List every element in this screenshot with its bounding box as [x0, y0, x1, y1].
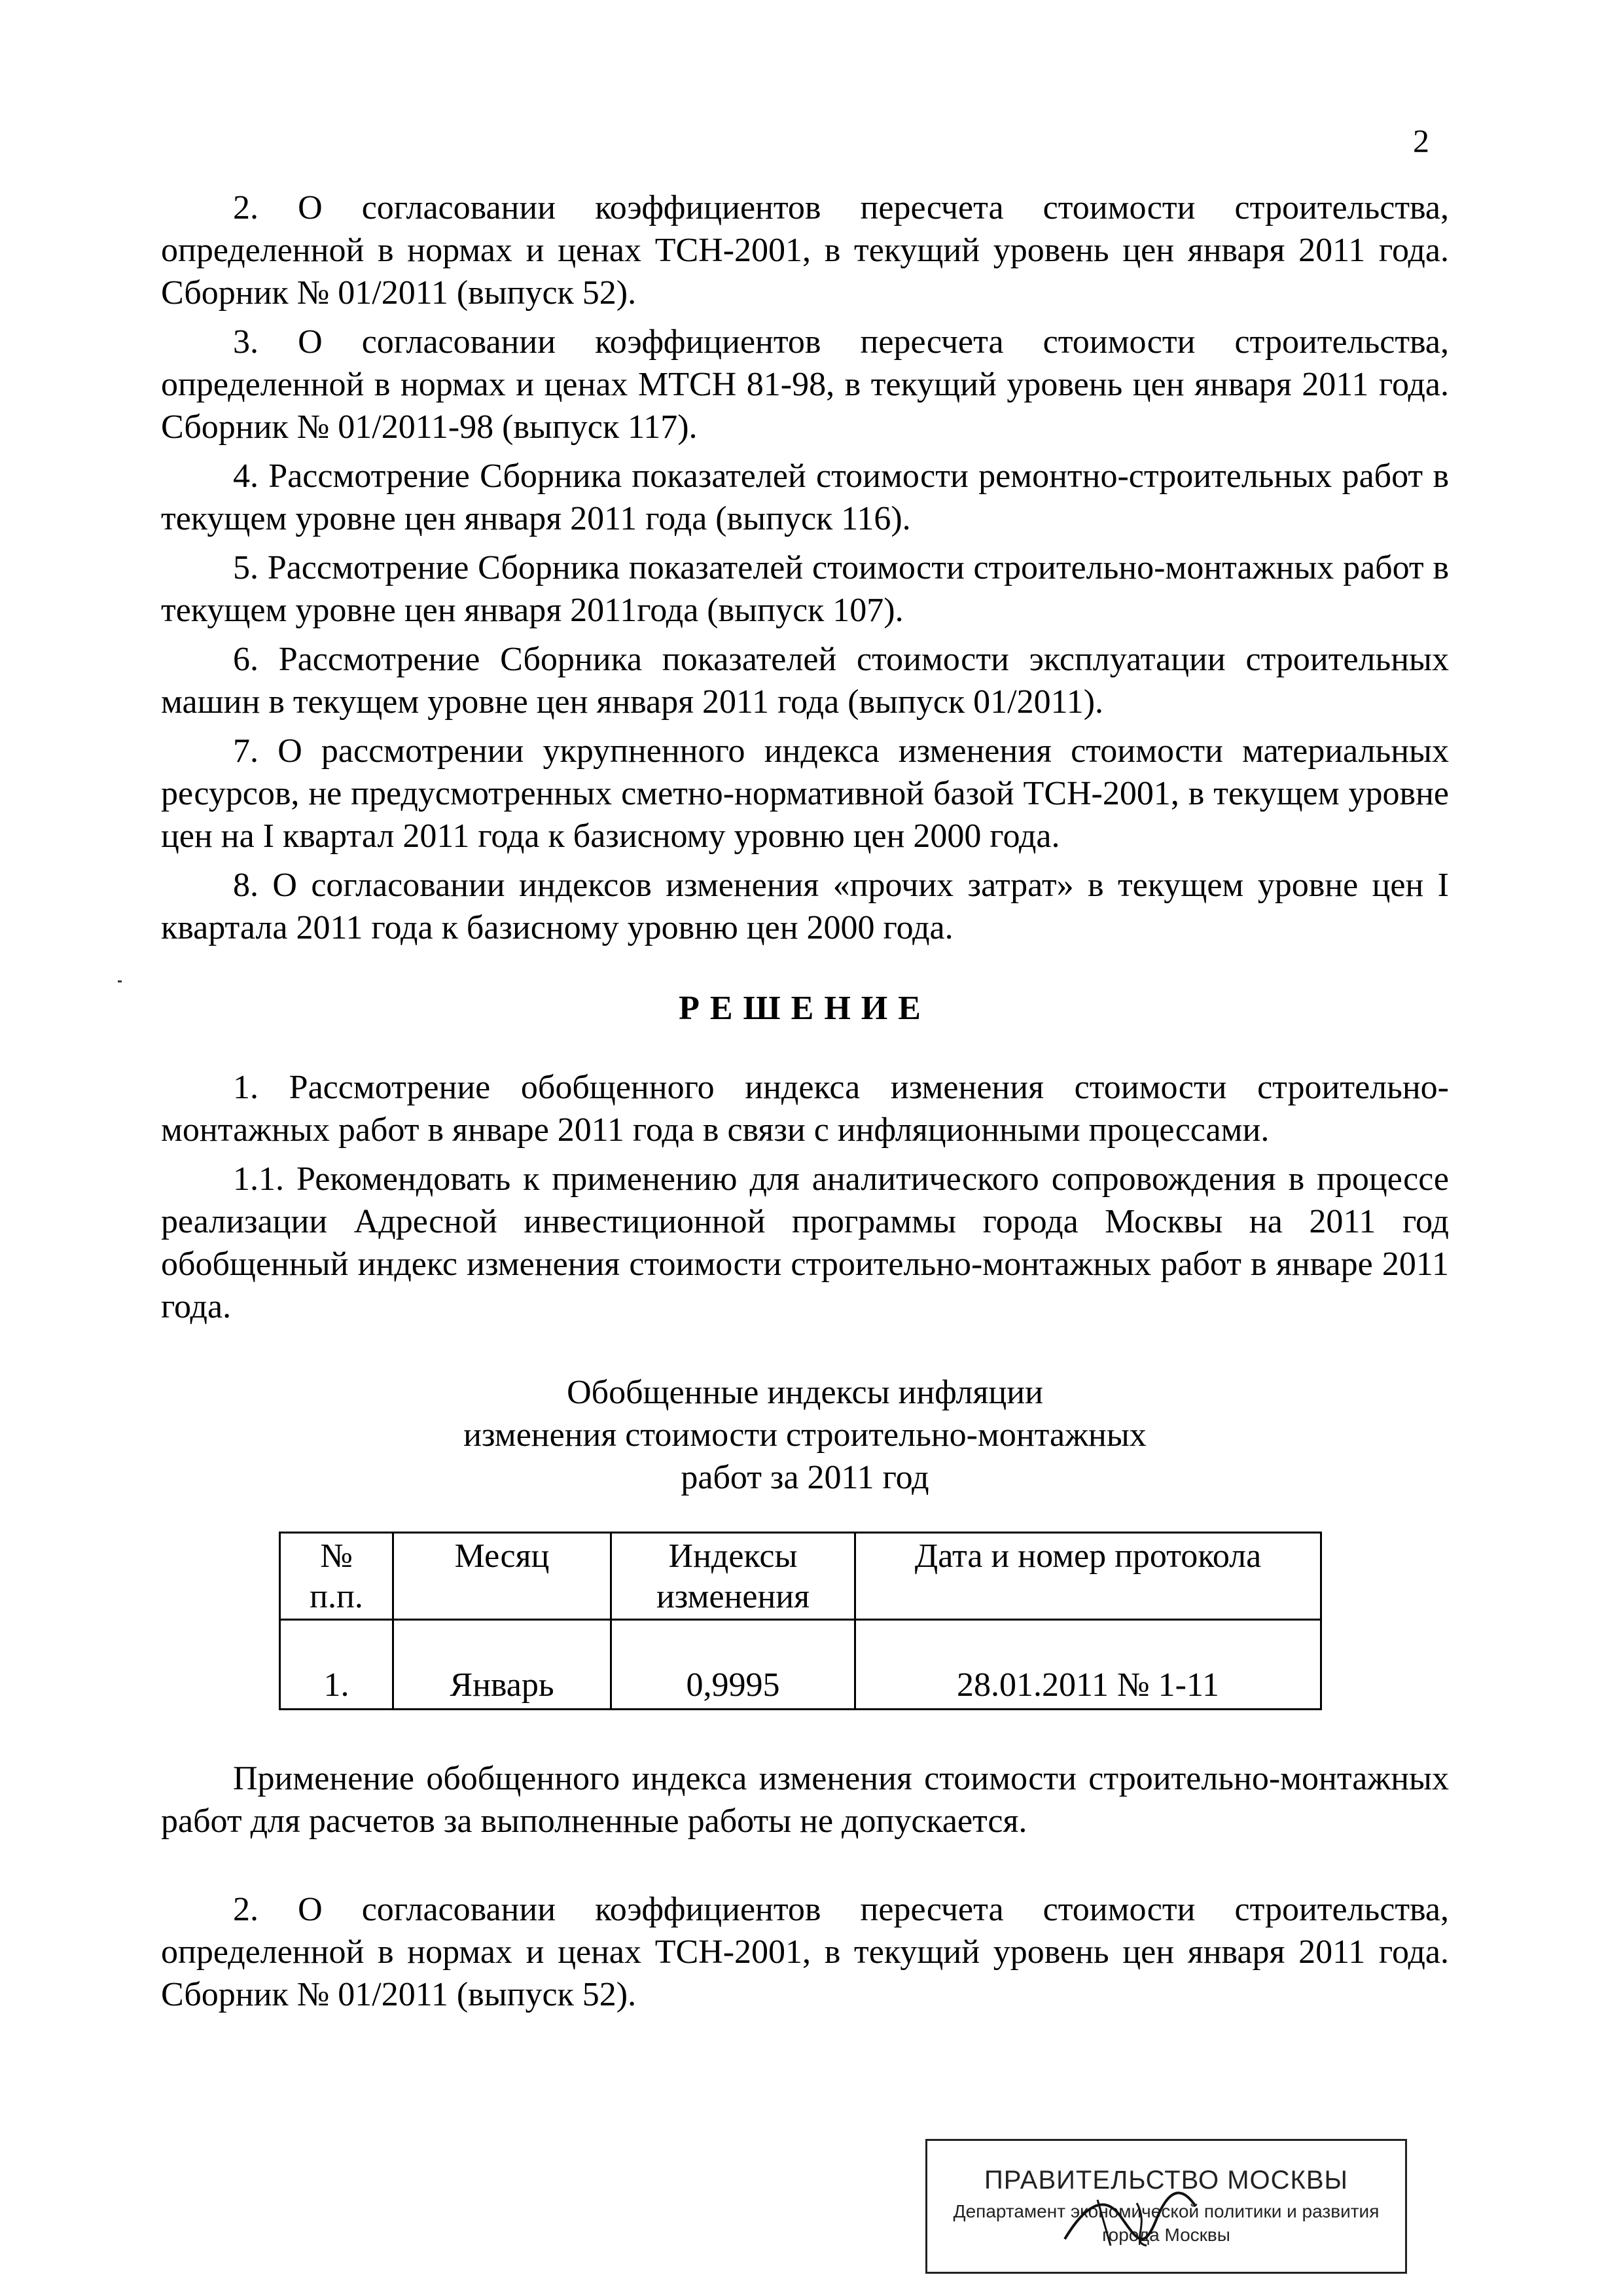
- agenda-item-5: 5. Рассмотрение Сборника показателей стоимости строительно-монтажных работ в текущем уровне цен января 2011года (выпуск 107).: [161, 549, 1449, 629]
- cell-protocol: 28.01.2011 № 1-11: [855, 1620, 1321, 1710]
- cell-index: 0,9995: [611, 1620, 855, 1710]
- header-protocol: Дата и номер протокола: [855, 1533, 1321, 1620]
- agenda-item-2: 2. О согласовании коэффициентов пересчета стоимости строительства, определенной в нормах и ценах ТСН-2001, в текущий уровень цен января 2011 года. Сборник № 01/2011 (выпуск 52).: [161, 189, 1449, 312]
- header-num: [280, 1533, 393, 1620]
- government-stamp: [925, 2139, 1407, 2274]
- stamp-line-3: города Москвы: [1102, 2225, 1230, 2245]
- decision-item-1-1: 1.1. Рекомендовать к применению для аналитического сопровождения в процессе реализации Адресной инвестиционной программы города Москвы на 2011 год обобщенный индекс изменения стоимости строительно-монтажных работ в январе 2011 года.: [161, 1160, 1449, 1325]
- scan-artifact-dot: [118, 980, 122, 982]
- agenda-item-3: 3. О согласовании коэффициентов пересчета стоимости строительства, определенной в нормах и ценах МТСН 81-98, в текущий уровень цен января 2011 года. Сборник № 01/2011-98 (выпуск 117).: [161, 323, 1449, 446]
- header-num-line-1: №: [320, 1537, 353, 1575]
- table-row: [280, 1620, 1321, 1710]
- note-paragraph: Применение обобщенного индекса изменения стоимости строительно-монтажных работ для расчетов за выполненные работы не допускается.: [161, 1760, 1449, 1840]
- header-num-line-2: п.п.: [310, 1578, 363, 1615]
- document-body: [161, 187, 1449, 2022]
- inflation-index-table: [279, 1532, 1322, 1710]
- agenda-item-6: 6. Рассмотрение Сборника показателей стоимости эксплуатации строительных машин в текущем уровне цен января 2011 года (выпуск 01/2011).: [161, 641, 1449, 721]
- agenda-item-8: 8. О согласовании индексов изменения «прочих затрат» в текущем уровне цен I квартала 2011 года к базисному уровню цен 2000 года.: [161, 867, 1449, 946]
- decision-heading: РЕШЕНИЕ: [679, 990, 931, 1027]
- table-title-line-1: Обобщенные индексы инфляции: [567, 1374, 1043, 1411]
- table-title: [161, 1371, 1449, 1499]
- agenda-item-7: 7. О рассмотрении укрупненного индекса изменения стоимости материальных ресурсов, не предусмотренных сметно-нормативной базой ТСН-2001, в текущем уровне цен на I квартал 2011 года к базисному уровню цен 2000 года.: [161, 732, 1449, 855]
- stamp-line-1: ПРАВИТЕЛЬСТВО МОСКВЫ: [984, 2166, 1348, 2195]
- header-index-line-2: изменения: [656, 1578, 810, 1615]
- signature-icon: [1058, 2180, 1202, 2259]
- page-number: 2: [1413, 122, 1429, 159]
- header-month: Месяц: [393, 1533, 611, 1620]
- decision-item-1: 1. Рассмотрение обобщенного индекса изменения стоимости строительно-монтажных работ в январе 2011 года в связи с инфляционными процессами.: [161, 1069, 1449, 1149]
- cell-num: 1.: [280, 1620, 393, 1710]
- stamp-line-2: Департамент экономической политики и развития: [953, 2201, 1380, 2221]
- decision-item-2: 2. О согласовании коэффициентов пересчета стоимости строительства, определенной в нормах и ценах ТСН-2001, в текущий уровень цен января 2011 года. Сборник № 01/2011 (выпуск 52).: [161, 1891, 1449, 2013]
- agenda-item-4: 4. Рассмотрение Сборника показателей стоимости ремонтно-строительных работ в текущем уровне цен января 2011 года (выпуск 116).: [161, 457, 1449, 537]
- cell-month: Январь: [393, 1620, 611, 1710]
- table-header-row: [280, 1533, 1321, 1620]
- header-index: [611, 1533, 855, 1620]
- table-title-line-3: работ за 2011 год: [681, 1459, 929, 1496]
- table-title-line-2: изменения стоимости строительно-монтажных: [463, 1416, 1147, 1454]
- header-index-line-1: Индексы: [668, 1537, 798, 1575]
